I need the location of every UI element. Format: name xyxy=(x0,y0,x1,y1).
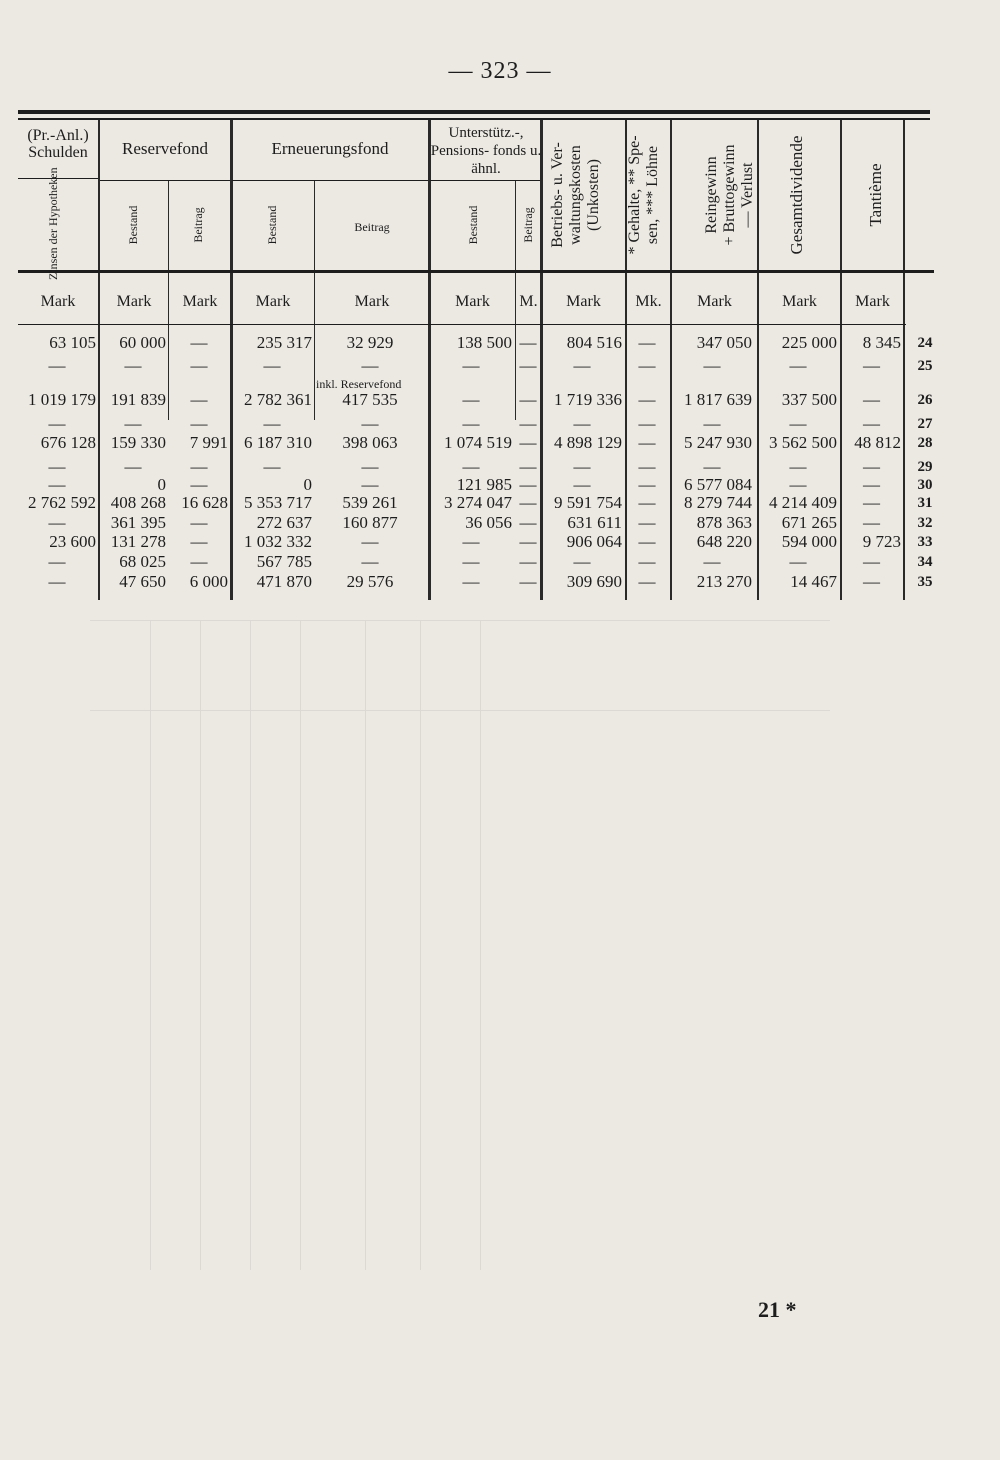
cell-ern-beit: — xyxy=(361,532,379,551)
cell-unt-beit: — xyxy=(519,333,537,352)
cell-res-beit: 16 628 xyxy=(181,493,228,512)
cell-betrieb: — xyxy=(573,457,591,476)
cell-tant: 48 812 xyxy=(854,433,901,452)
cell-rein: 1 817 639 xyxy=(684,390,752,409)
cell-tant: — xyxy=(863,572,880,591)
cell-res-best: 0 xyxy=(157,475,166,494)
cell-res-beit: — xyxy=(190,333,208,352)
cell-ern-beit: 398 063 xyxy=(342,433,398,452)
cell-div: — xyxy=(789,414,807,433)
cell-tant: — xyxy=(863,414,880,433)
cell-betrieb: — xyxy=(573,356,591,375)
header-erneuerungsfond: Erneuerungsfond xyxy=(271,139,389,158)
header-schulden: (Pr.-Anl.) Schulden xyxy=(27,127,89,161)
unit-label: Mark xyxy=(255,293,291,310)
row-number: 24 xyxy=(917,335,933,351)
cell-zinsen: — xyxy=(48,475,66,494)
cell-rein: 878 363 xyxy=(696,513,752,532)
header-dividende: Gesamtdividende xyxy=(787,135,806,255)
cell-rein: — xyxy=(703,552,721,571)
cell-unt-best: 138 500 xyxy=(456,333,512,352)
cell-ern-beit: 29 576 xyxy=(346,572,394,591)
top-rule xyxy=(18,110,930,114)
cell-betrieb: 804 516 xyxy=(566,333,622,352)
cell-ern-best: — xyxy=(263,457,281,476)
cell-rein: — xyxy=(703,414,721,433)
cell-div: 14 467 xyxy=(790,572,837,591)
cell-res-best: 361 395 xyxy=(110,513,166,532)
cell-unt-beit: — xyxy=(519,390,537,409)
column-line xyxy=(168,180,169,420)
unit-label: Mark xyxy=(116,293,152,310)
cell-ern-best: 5 353 717 xyxy=(244,493,312,512)
cell-unt-best: — xyxy=(462,414,480,433)
unit-label: M. xyxy=(519,293,538,310)
column-line xyxy=(515,180,516,420)
cell-res-beit: — xyxy=(190,390,208,409)
cell-unt-beit: — xyxy=(519,552,537,571)
cell-res-best: 68 025 xyxy=(119,552,166,571)
cell-gehalt: — xyxy=(638,552,656,571)
row-number: 35 xyxy=(917,574,933,590)
row-number: 32 xyxy=(917,515,933,531)
unit-label: Mark xyxy=(566,293,601,310)
cell-ern-best: 567 785 xyxy=(256,552,312,571)
cell-unt-best: — xyxy=(462,572,480,591)
cell-gehalt: — xyxy=(638,390,656,409)
header-res-bestand: Bestand xyxy=(126,205,140,245)
cell-zinsen: — xyxy=(48,414,66,433)
cell-rein: 213 270 xyxy=(696,572,752,591)
cell-div: 594 000 xyxy=(781,532,837,551)
cell-unt-best: — xyxy=(462,532,480,551)
cell-betrieb: — xyxy=(573,552,591,571)
header-ern-bestand: Bestand xyxy=(265,205,279,245)
cell-zinsen: 1 019 179 xyxy=(28,390,96,409)
cell-unt-best: — xyxy=(462,457,480,476)
header-bottom-rule xyxy=(18,270,934,273)
erneuerung-subrule xyxy=(232,180,428,181)
cell-betrieb: 906 064 xyxy=(566,532,622,551)
row-number: 30 xyxy=(917,477,933,493)
cell-div: 4 214 409 xyxy=(769,493,837,512)
cell-gehalt: — xyxy=(638,333,656,352)
unit-label: Mark xyxy=(455,293,490,310)
unit-label: Mark xyxy=(782,293,817,310)
cell-tant: 9 723 xyxy=(862,532,901,551)
header-rein-2: + Bruttogewinn xyxy=(721,144,738,246)
header-gehalte-2: sen, *** Löhne xyxy=(644,145,661,245)
header-betriebs-1: Betriebs- u. Ver- xyxy=(549,142,566,248)
cell-unt-beit: — xyxy=(519,493,537,512)
column-line xyxy=(314,180,315,420)
cell-betrieb: 4 898 129 xyxy=(554,433,622,452)
cell-res-beit: — xyxy=(190,356,208,375)
cell-zinsen: — xyxy=(48,356,66,375)
cell-div: — xyxy=(789,356,807,375)
cell-res-beit: — xyxy=(190,532,208,551)
row-number: 25 xyxy=(917,358,933,374)
cell-div: — xyxy=(789,552,807,571)
bleed-through-texture xyxy=(0,610,1000,1300)
cell-unt-best: 36 056 xyxy=(465,513,512,532)
cell-res-beit: — xyxy=(190,475,208,494)
cell-ern-beit: — xyxy=(361,414,379,433)
cell-ern-beit: 417 535 xyxy=(342,390,398,409)
header-tantieme: Tantième xyxy=(866,163,885,227)
cell-div: 671 265 xyxy=(781,513,837,532)
header-ern-beitrag: Beitrag xyxy=(354,220,390,234)
cell-betrieb: 309 690 xyxy=(566,572,622,591)
cell-unt-beit: — xyxy=(519,513,537,532)
cell-gehalt: — xyxy=(638,513,656,532)
row-number: 31 xyxy=(917,495,933,511)
cell-ern-best: — xyxy=(263,356,281,375)
cell-res-best: — xyxy=(124,414,142,433)
signature-mark: 21 * xyxy=(758,1297,797,1322)
cell-res-beit: — xyxy=(190,414,208,433)
cell-res-best: — xyxy=(124,356,142,375)
header-zinsen: Zinsen der Hypotheken xyxy=(46,167,60,280)
cell-res-beit: — xyxy=(190,552,208,571)
row-number: 34 xyxy=(917,554,933,570)
cell-ern-beit: — xyxy=(361,475,379,494)
cell-rein: 648 220 xyxy=(696,532,752,551)
units-rule xyxy=(18,324,906,325)
header-rein-3: — Verlust xyxy=(739,162,756,228)
cell-tant: — xyxy=(863,390,880,409)
row-number: 29 xyxy=(917,459,933,475)
cell-zinsen: — xyxy=(48,457,66,476)
cell-div: 225 000 xyxy=(781,333,837,352)
cell-ern-best: 471 870 xyxy=(256,572,312,591)
cell-rein: 5 247 930 xyxy=(684,433,752,452)
cell-rein: — xyxy=(703,457,721,476)
cell-unt-beit: — xyxy=(519,414,537,433)
cell-rein: 347 050 xyxy=(696,333,752,352)
cell-res-best: 191 839 xyxy=(110,390,166,409)
header-unt-bestand: Bestand xyxy=(466,205,480,245)
cell-betrieb: 1 719 336 xyxy=(554,390,622,409)
cell-ern-best: 1 032 332 xyxy=(244,532,312,551)
cell-unt-best: — xyxy=(462,390,480,409)
cell-zinsen: 676 128 xyxy=(40,433,96,452)
cell-unt-beit: — xyxy=(519,475,537,494)
cell-ern-beit: — xyxy=(361,356,379,375)
header-betriebs-3: (Unkosten) xyxy=(585,159,602,231)
cell-res-best: 47 650 xyxy=(119,572,166,591)
cell-betrieb: 631 611 xyxy=(567,513,622,532)
cell-div: — xyxy=(789,457,807,476)
cell-gehalt: — xyxy=(638,572,656,591)
cell-rein: 8 279 744 xyxy=(684,493,752,512)
cell-rein: — xyxy=(703,356,721,375)
cell-ern-beit: 160 877 xyxy=(342,513,398,532)
cell-tant: — xyxy=(863,513,880,532)
unit-label: Mark xyxy=(40,293,76,310)
header-reservefond: Reservefond xyxy=(122,139,208,158)
cell-ern-best: — xyxy=(263,414,281,433)
page-number: — 323 — xyxy=(448,58,552,84)
cell-res-beit: 6 000 xyxy=(189,572,228,591)
cell-unt-beit: — xyxy=(519,572,537,591)
cell-zinsen: 2 762 592 xyxy=(28,493,96,512)
cell-res-best: — xyxy=(124,457,142,476)
cell-unt-best: 1 074 519 xyxy=(444,433,512,452)
cell-div: 337 500 xyxy=(781,390,837,409)
cell-tant: — xyxy=(863,552,880,571)
unit-label: Mark xyxy=(354,293,390,310)
row-number: 27 xyxy=(917,416,933,432)
cell-res-beit: — xyxy=(190,457,208,476)
cell-zinsen: — xyxy=(48,572,66,591)
cell-betrieb: — xyxy=(573,414,591,433)
cell-gehalt: — xyxy=(638,356,656,375)
header-gehalte-1: * Gehalte, ** Spe- xyxy=(626,135,643,255)
cell-res-best: 408 268 xyxy=(110,493,166,512)
cell-unt-beit: — xyxy=(519,532,537,551)
cell-zinsen: 23 600 xyxy=(49,532,96,551)
cell-gehalt: — xyxy=(638,475,656,494)
cell-res-beit: 7 991 xyxy=(189,433,228,452)
unit-label: Mark xyxy=(697,293,732,310)
cell-ern-beit: — xyxy=(361,457,379,476)
unit-label: Mk. xyxy=(635,293,662,310)
cell-zinsen: — xyxy=(48,513,66,532)
cell-ern-beit: — xyxy=(361,552,379,571)
cell-unt-beit: — xyxy=(519,356,537,375)
cell-gehalt: — xyxy=(638,433,656,452)
cell-res-best: 60 000 xyxy=(119,333,166,352)
cell-betrieb: 9 591 754 xyxy=(554,493,622,512)
unit-label: Mark xyxy=(855,293,890,310)
cell-zinsen: 63 105 xyxy=(49,333,96,352)
cell-ern-beit: 32 929 xyxy=(346,333,394,352)
note-inkl-reservefond: inkl. Reservefond xyxy=(316,377,402,391)
cell-tant: 8 345 xyxy=(862,333,901,352)
header-unterstuetz: Unterstütz.-, Pensions- fonds u. ähnl. xyxy=(430,125,542,177)
cell-unt-beit: — xyxy=(519,433,537,452)
cell-gehalt: — xyxy=(638,414,656,433)
cell-tant: — xyxy=(863,457,880,476)
cell-unt-best: 121 985 xyxy=(456,475,512,494)
unit-label: Mark xyxy=(182,293,218,310)
cell-ern-best: 235 317 xyxy=(256,333,312,352)
cell-tant: — xyxy=(863,475,880,494)
row-number: 26 xyxy=(917,392,933,408)
cell-unt-best: — xyxy=(462,356,480,375)
row-number: 33 xyxy=(917,534,933,550)
cell-ern-best: 2 782 361 xyxy=(244,390,312,409)
cell-zinsen: — xyxy=(48,552,66,571)
cell-tant: — xyxy=(863,493,880,512)
cell-div: — xyxy=(789,475,807,494)
cell-gehalt: — xyxy=(638,532,656,551)
row-number: 28 xyxy=(917,435,933,451)
header-rein-1: Reingewinn xyxy=(703,156,720,234)
cell-unt-best: 3 274 047 xyxy=(444,493,512,512)
cell-rein: 6 577 084 xyxy=(684,475,752,494)
cell-ern-beit: 539 261 xyxy=(342,493,398,512)
cell-res-beit: — xyxy=(190,513,208,532)
cell-unt-best: — xyxy=(462,552,480,571)
header-res-beitrag: Beitrag xyxy=(191,207,205,243)
cell-res-best: 131 278 xyxy=(110,532,166,551)
cell-unt-beit: — xyxy=(519,457,537,476)
cell-div: 3 562 500 xyxy=(769,433,837,452)
cell-ern-best: 6 187 310 xyxy=(244,433,312,452)
header-betriebs-2: waltungskosten xyxy=(567,145,584,245)
cell-ern-best: 272 637 xyxy=(256,513,312,532)
header-unt-beitrag: Beitrag xyxy=(521,207,535,243)
cell-res-best: 159 330 xyxy=(110,433,166,452)
reservefond-subrule xyxy=(100,180,230,181)
cell-ern-best: 0 xyxy=(303,475,312,494)
cell-tant: — xyxy=(863,356,880,375)
cell-gehalt: — xyxy=(638,457,656,476)
cell-gehalt: — xyxy=(638,493,656,512)
cell-betrieb: — xyxy=(573,475,591,494)
